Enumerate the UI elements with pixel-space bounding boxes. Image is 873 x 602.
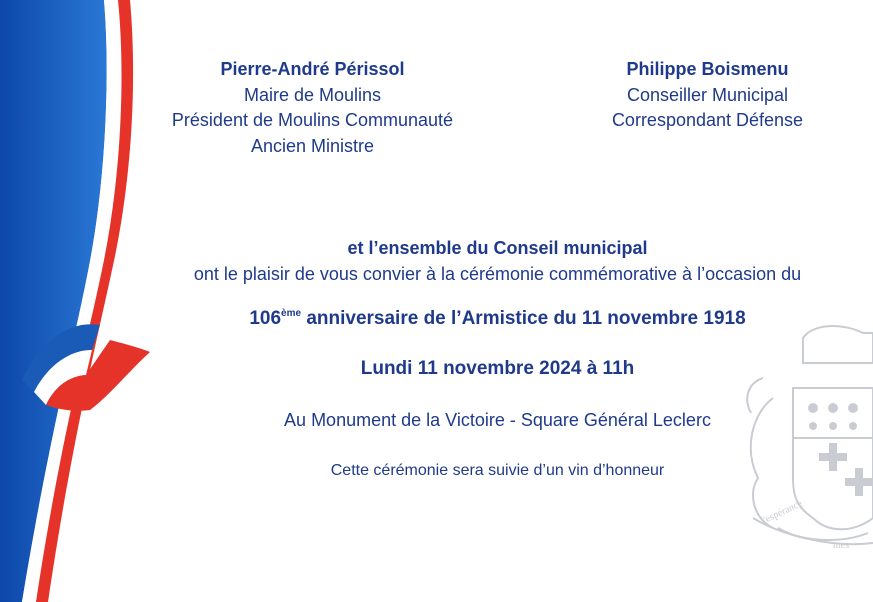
council-heading: et l’ensemble du Conseil municipal: [347, 238, 648, 258]
mayor-title-line: Président de Moulins Communauté: [171, 110, 454, 130]
anniversary-text: anniversaire de l’Armistice du 11 novembre 1918: [301, 308, 746, 329]
reception-note: Cette cérémonie sera suivie d’un vin d’honneur: [330, 462, 665, 479]
mayor-title-line: Maire de Moulins: [243, 84, 382, 105]
mayor-signature-block: [140, 57, 485, 159]
councillor-title-line: Conseiller Municipal: [626, 84, 789, 105]
councillor-name: Philippe Boismenu: [626, 59, 789, 79]
svg-text:mes: mes: [833, 540, 850, 551]
anniversary-number: 106: [249, 308, 282, 329]
invitation-text: ont le plaisir de vous convier à la cérémonie commémorative à l’occasion du: [193, 264, 802, 284]
council-invitation: [150, 235, 845, 287]
svg-text:l'espérance: l'espérance: [759, 498, 805, 527]
councillor-signature-block: [575, 57, 840, 134]
mayor-name: Pierre-André Périssol: [220, 59, 405, 79]
anniversary-ordinal: ème: [281, 308, 302, 319]
coat-of-arms-watermark: [733, 318, 873, 568]
ceremony-location: Au Monument de la Victoire - Square Général Leclerc: [284, 410, 711, 430]
mayor-title-line: Ancien Ministre: [250, 135, 375, 156]
councillor-title-line: Correspondant Défense: [611, 110, 804, 130]
ceremony-date-time: Lundi 11 novembre 2024 à 11h: [360, 358, 635, 379]
anniversary-title: [220, 308, 775, 330]
french-flag-ribbon: [0, 0, 160, 602]
